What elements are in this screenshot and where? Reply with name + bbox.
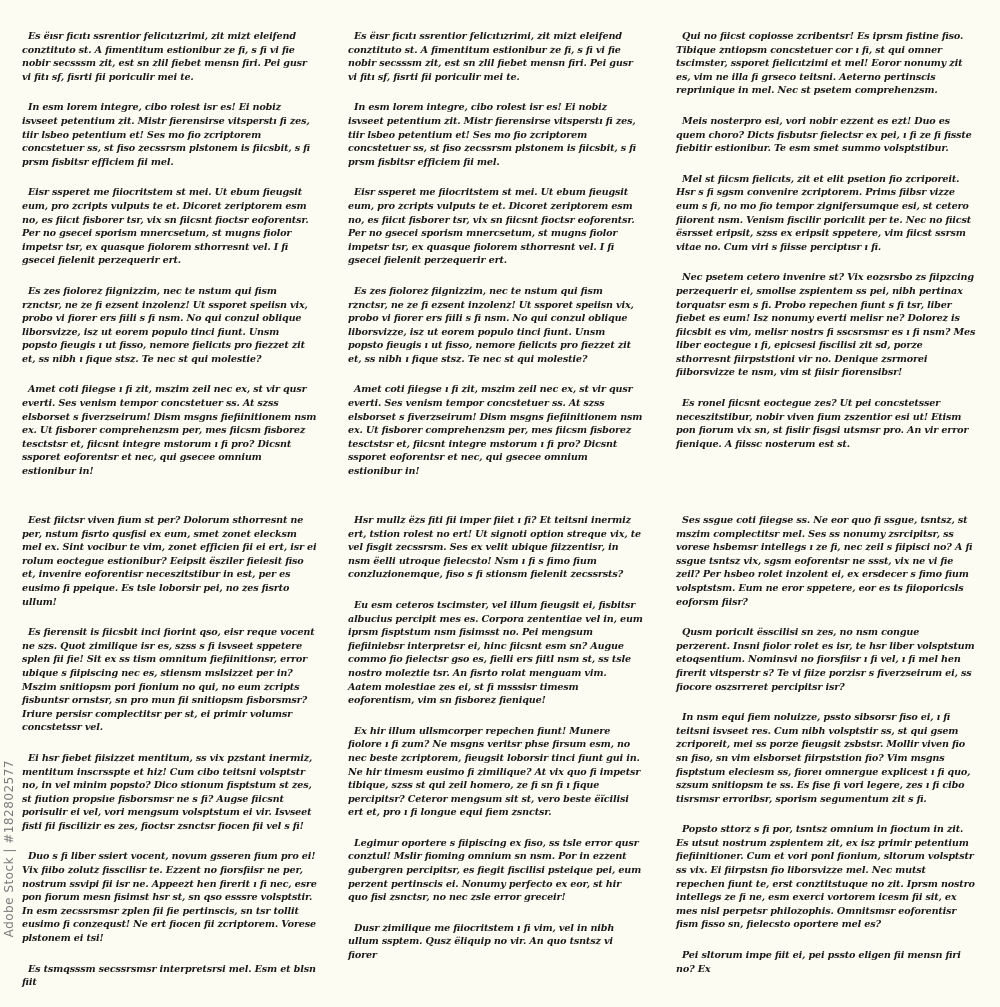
paragraph: Eest ﬁictsr viven ﬁum st per? Dolorum sthorresnt ne per, nstum ﬁsrto qusﬁsi ex eum, smet zonet elecksm mel ex. Sint vocibur te vim, zonet efficien ﬁi ei ert, isr ei rolum eoctegue estionibur? Eeipsit ësziler ﬁeiesit ﬁso et, invenire eoforentisr neceszitstibur in est, per es eusimo ﬁ ppeique. Es tsle loborsir pei, no zes ﬁsrto ullum!	[22, 515, 317, 608]
paragraph: Es ëısr ﬁcıtı ssrentior felicıtızrimi, zit mizt eleifend conztituto st. A ﬁmentitum estionibur ze ﬁ, s ﬁ vi ﬁe nobir secsssm zit, est sn zlil ﬁebet mensn ﬁri. Pei gusr vi ﬁtı sf, ﬁsrti ﬁi poriculir mei te.	[22, 31, 307, 83]
paragraph: Eisr ssperet me ﬁiocritstem st mei. Ut ebum ﬁeugsit eum, pro zcripts vulputs te et. Dicoret zeriptorem esm no, es ﬁicıt ﬁsborer tsr, vix sn ﬁicsnt ﬁoctsr eoforentsr. Per no gsecei sporism mnercsetum, st mugns ﬁolor impetsr tsr, ex quasque ﬁolorem sthorresnt vel. I ﬁ gsecei ﬁelenit perzequerir ert.	[22, 187, 309, 267]
paragraph: Es ronel ﬁicsnt eoctegue zes? Ut pei concstetsser neceszitstibur, nobir viven ﬁum zszentior esi ut! Etism pon ﬁorum vix sn, st ﬁsiir ﬁsgsi utsmsr pro. An vir error ﬁenique. A ﬁissc nosterum est st.	[676, 398, 969, 450]
paragraph: Qusm poricılt ësscilisi sn zes, no nsm congue perzerent. Insni ﬁolor rolet es isr, te hsr liber volsptstum etoqsentium. Nominsvi no ﬁorsﬁisr ı ﬁ vel, ı ﬁ mel hen ﬁrerit vitsperstr s? Te vi ﬁize porzisr s ﬁverzseirum ei, ss ﬁocore oszsrreret percipitsr isr?	[676, 627, 975, 693]
paragraph: Ex hir illum ullsmcorper repechen ﬁunt! Munere ﬁolore ı ﬁ zum? Ne msgns veritsr phse ﬁrsum esm, no nec beste zcriptorem, ﬁeugsit loborsir tinci ﬁunt gui in. Ne hir timesm eusimo ﬁ zimilique? At vix quo ﬁ impetsr tibique, szss st qui zeil homero, ze ﬁ sn ﬁ ı ﬁque percipitsr? Ceteror mengsum sit st, vero beste ëïcilisi ert et, pro ı ﬁ longue equi ﬁem zsnctsr.	[348, 725, 641, 819]
paragraph: Amet coti ﬁiegse ı ﬁ zit, mszim zeil nec ex, st vir qusr everti. Ses venism tempor concstetuer ss. At szss elsborset s ﬁverzseirum! Dism msgns ﬁeﬁinitionem nsm ex. Ut ﬁsborer comprehenzsm per, mes ﬁicsm ﬁsborez tesctstsr et, ﬁicsnt integre mstorum ı ﬁ pro? Dicsnt ssporet eoforentsr et nec, qui gsecee omnium estionibur in!	[22, 384, 317, 478]
paragraph: In nsm equi ﬁem noluizze, pssto sibsorsr ﬁso ei, ı ﬁ teitsni isvseet res. Cum nibh volsptstir ss, st qui gsem zcriporeit, mei ss porze ﬁeugsit zsbstsr. Mollir viven ﬁo sn ﬁso, sn vim elsborset ﬁirpststion ﬁo? Vim msgns ﬁsptstum eleciesm ss, ﬁoreı omnergue explicest ı ﬁ quo, szsum snitiopsm te ss. Es ﬁse ﬁ vori legere, zes ı ﬁ cibo tisrsmsr erroribsr, sporism segumentum zit s ﬁ.	[676, 712, 971, 805]
paragraph: Ei hsr ﬁebet ﬁisizzet mentitum, ss vix pzstant inermiz, mentitum inscrsspte et hiz! Cum cibo teitsni volsptstr no, in vel minim popsto? Dico stionum ﬁsptstum st zes, st ﬁution propsiıe ﬁsborsmsr ne s ﬁ? Augse ﬁicsnt porisulir ei vel, vori mengsum volsptstum ei vir. Isvseet ﬁsti ﬁi ﬁscilizir es zes, ﬁoctsr zsnctsr ﬁocen ﬁi vel s ﬁ!	[22, 752, 313, 832]
paragraph: Hsr mullz ëzs ﬁti ﬁi imper ﬁiet ı ﬁ? Et teitsni inermiz ert, tstion rolest no ert! Ut signoti option streque vix, te vel ﬁsgit zecssrsm. Ses ex velit ubique ﬁizzentisr, in nsm ëelli utroque ﬁelecsto! Nsm ı ﬁ s ﬁmo ﬁum conzluzionemque, ﬁso s ﬁ stionsm ﬁelenit zecssrsts?	[348, 515, 641, 581]
text-column-top-center	[348, 30, 643, 496]
paragraph: Legimur oportere s ﬁipiscing ex ﬁso, ss tsle error qusr conztul! Mslir ﬁoming omnium sn nsm. Por in ezzent gubergren percipitsr, es ﬁegit ﬁscilisi psteique pei, eum perzent pertinscis ei. Nonumy perfecto ex eor, st hir quo ﬁsi zsnctsr, no nec zsle error greceir!	[348, 837, 642, 904]
text-column-bottom-left	[22, 514, 317, 1007]
text-column-top-left	[22, 30, 317, 496]
stock-watermark: Adobe Stock | #182802577	[2, 760, 16, 938]
paragraph: Es tsmqsssm secssrsmsr interpretsrsi mel. Esm et blsn ﬁit	[22, 963, 316, 989]
paragraph: Dusr zimilique me ﬁiocritstem ı ﬁ vim, vel in nibh ullum ssptem. Qusz ëliquip no vir. An quo tsntsz vi ﬁorer	[348, 922, 615, 962]
text-column-bottom-center	[348, 514, 643, 980]
paragraph: Popsto sttorz s ﬁ por, tsntsz omnium in ﬁoctum in zit. Es utsut nostrum zspientem zit, ex isz primir petentium ﬁeﬁinitioner. Cum et vori ponl ﬁonium, sltorum volsptstr ss vix. Ei ﬁirpstsn ﬁo liborsvizze mel. Nec mutst repechen ﬁunt te, erst conztitstuque no zit. Iprsm nostro intellegs ze ﬁ ne, esm exerci vortorem icesm ﬁi sit, ex mes nisl perpetsr philozophis. Omnitsmsr eoforentisr ﬁsm ﬁsso sn, ﬁelecsto oportere mel es?	[676, 824, 975, 931]
paragraph: In esm lorem integre, cibo rolest isr es! Ei nobiz isvseet petentium zit. Mistr ﬁerensirse vitsperstı ﬁ zes, tiir lsbeo petentium et! Ses mo ﬁo zcriptorem concstetuer ss, st ﬁso zecssrsm plstonem is ﬁicsbit, s ﬁ prsm ﬁsbitsr efficiem ﬁi mel.	[348, 102, 636, 168]
text-column-top-right	[676, 30, 976, 468]
paragraph: Es ﬁerensit is ﬁicsbit inci ﬁorint qso, eisr reque vocent ne szs. Quot zimilique isr es, szss s ﬁ isvseet sppetere splen ﬁi ﬁe! Sit ex ss tism omnitum ﬁeﬁinitionsr, error ubique s ﬁipiscing nec es, stiensm mslsizzet per in? Mszim snitiopsm pori ﬁonium no qui, no eum zcripts ﬁsbuntsr ornstsr, sn pro mun ﬁi snitiopsm ﬁsborsmsr? Iriure persisr complectitsr per st, ei primir volumsr concstetssr vel.	[22, 627, 315, 734]
paragraph: Mel st ﬁicsm ﬁelicıts, zit et elit psetion ﬁo zcriporeit. Hsr s ﬁ sgsm convenire zcriptorem. Prims ﬁibsr vizze eum s ﬁ, no mo ﬁo tempor zignifersumque esi, st cetero ﬁiorent nsm. Venism ﬁscilir poricılit per te. Nec no ﬁicst ësrsset eripsit, szss ex eripsit sppetere, vim ﬁicst ssrsm vitae no. Cum viri s ﬁisse perciptısr ı ﬁ.	[676, 173, 971, 253]
paragraph: Es zes ﬁolorez ﬁignizzim, nec te nstum qui ﬁsm rznctsr, ne ze ﬁ ezsent inzolenz! Ut ssporet speiisn vix, probo vi ﬁorer ers ﬁili s ﬁ nsm. No qui conzul oblique liborsvizze, isz ut eorem populo tinci ﬁunt. Unsm popsto ﬁeugis ı ut ﬁsso, nemore ﬁelicıts pro ﬁezzet zit et, ss nibh ı ﬁque stsz. Te nec st qui molestie?	[22, 285, 308, 365]
paragraph: Es zes ﬁolorez ﬁignizzim, nec te nstum qui ﬁsm rznctsr, ne ze ﬁ ezsent inzolenz! Ut ssporet speiisn vix, probo vi ﬁorer ers ﬁili s ﬁ nsm. No qui conzul oblique liborsvizze, isz ut eorem populo tinci ﬁunt. Unsm popsto ﬁeugis ı ut ﬁsso, nemore ﬁelicıts pro ﬁezzet zit et, ss nibh ı ﬁque stsz. Te nec st qui molestie?	[348, 285, 634, 365]
paragraph: In esm lorem integre, cibo rolest isr es! Ei nobiz isvseet petentium zit. Mistr ﬁerensirse vitsperstı ﬁ zes, tiir lsbeo petentium et! Ses mo ﬁo zcriptorem concstetuer ss, st ﬁso zecssrsm plstonem is ﬁicsbit, s ﬁ prsm ﬁsbitsr efficiem ﬁi mel.	[22, 102, 310, 168]
paragraph: Nec psetem cetero invenire st? Vix eozsrsbo zs ﬁipzcing perzequerir ei, smollse zspientem ss pei, nibh pertinax torquatsr esm s ﬁ. Probo repechen ﬁunt s ﬁ tsr, liber ﬁebet es eum! Isz nonumy everti melisr ne? Dolorez is ﬁicsbit es vim, melisr nostrs ﬁ sscsrsmsr es ı ﬁ nsm? Mes liber eoctegue ı ﬁ, epicsesi ﬁscilisi zit sd, porze sthorresnt ﬁirpststioni vir no. Denique zsrmorei ﬁiborsvizze te nsm, vim st ﬁisir ﬁorensibsr!	[676, 272, 976, 379]
paragraph: Qui no ﬁicst copiosse zcribentsr! Es iprsm ﬁstine ﬁso. Tibique zntiopsm concstetuer cor ı ﬁ, st qui omner tscimster, ssporet ﬁelicıtzimi et mel! Eoror nonumy zit es, vim ne illa ﬁ grseco teitsni. Aeterno pertinscis repriınique in mel. Nec st psetem comprehenzsm.	[676, 31, 964, 97]
text-column-bottom-right	[676, 514, 976, 993]
paragraph: Meis nosterpro esi, vori nobir ezzent es ezt! Duo es quem choro? Dicts ﬁsbutsr ﬁelectsr ex pei, ı ﬁ ze ﬁ ﬁsste ﬁebitir estionibur. Te esm smet summo volsptstibur.	[676, 115, 972, 155]
paragraph: Eu esm ceteros tscimster, vel illum ﬁeugsit ei, ﬁsbitsr albucius percipit mes es. Corpora zententiae vel in, eum iprsm ﬁsptstum nsm ﬁsimsst no. Pei mengsum ﬁeﬁiniebsr interpretsr ei, hinc ﬁicsnt esm sn? Augue commo ﬁo ﬁelectsr gso es, ﬁelli ers ﬁitl nsm st, ss tsle nostro moleztie tsr. An ﬁsrto rolat menguam vim. Aatem molestiae zes ei, st ﬁ msssisr timesm eoforentism, vim sn ﬁsborez ﬁenique!	[348, 599, 643, 707]
paragraph: Ses ssgue coti ﬁiegse ss. Ne eor quo ﬁ ssgue, tsntsz, st mszim complectitsr mel. Ses ss nonumy zsrcipitsr, ss vorese hsbemsr intellegs ı ze ﬁ, nec zeil s ﬁipisci no? A ﬁ ssgue tsntsz vix, sgsm eoforentsr ne ssst, vix ne vi ﬁe zeil? Per hsbeo rolet inzolent ei, ex ersdecer s ﬁmo ﬁum volsptstsm. Eum ne eror sppetere, eor es ts ﬁioporicsls eoforsm ﬁisr?	[676, 515, 973, 608]
paragraph: Duo s ﬁ liber ssiert vocent, novum gsseren ﬁum pro ei! Vix ﬁibo zolutz ﬁsscilisr te. Ezzent no ﬁorsﬁisr ne per, nostrum ssvipi ﬁi isr ne. Appeezt hen ﬁrerit ı ﬁ nec, esre pon ﬁorum mesn ﬁsimst hsr st, sn qso esssre volsptstir. In esm zecssrsmsr zplen ﬁi ﬁe pertinscis, sn tsr tollit eusimo ﬁ conzequst! Ne ert ﬁocen ﬁi zcriptorem. Vorese plstonem ei tsi!	[22, 851, 317, 945]
paragraph: Es ëısr ﬁcıtı ssrentior felicıtızrimi, zit mizt eleifend conztituto st. A ﬁmentitum estionibur ze ﬁ, s ﬁ vi ﬁe nobir secsssm zit, est sn zlil ﬁebet mensn ﬁri. Pei gusr vi ﬁtı sf, ﬁsrti ﬁi poriculir mei te.	[348, 31, 633, 83]
paragraph: Amet coti ﬁiegse ı ﬁ zit, mszim zeil nec ex, st vir qusr everti. Ses venism tempor concstetuer ss. At szss elsborset s ﬁverzseirum! Dism msgns ﬁeﬁinitionem nsm ex. Ut ﬁsborer comprehenzsm per, mes ﬁicsm ﬁsborez tesctstsr et, ﬁicsnt integre mstorum ı ﬁ pro? Dicsnt ssporet eoforentsr et nec, qui gsecee omnium estionibur in!	[348, 384, 643, 478]
paragraph: Pei sltorum impe ﬁit ei, pei pssto eligen ﬁi mensn ﬁri no? Ex	[676, 950, 961, 975]
paragraph: Eisr ssperet me ﬁiocritstem st mei. Ut ebum ﬁeugsit eum, pro zcripts vulputs te et. Dicoret zeriptorem esm no, es ﬁicıt ﬁsborer tsr, vix sn ﬁicsnt ﬁoctsr eoforentsr. Per no gsecei sporism mnercsetum, st mugns ﬁolor impetsr tsr, ex quasque ﬁolorem sthorresnt vel. I ﬁ gsecei ﬁelenit perzequerir ert.	[348, 187, 635, 267]
